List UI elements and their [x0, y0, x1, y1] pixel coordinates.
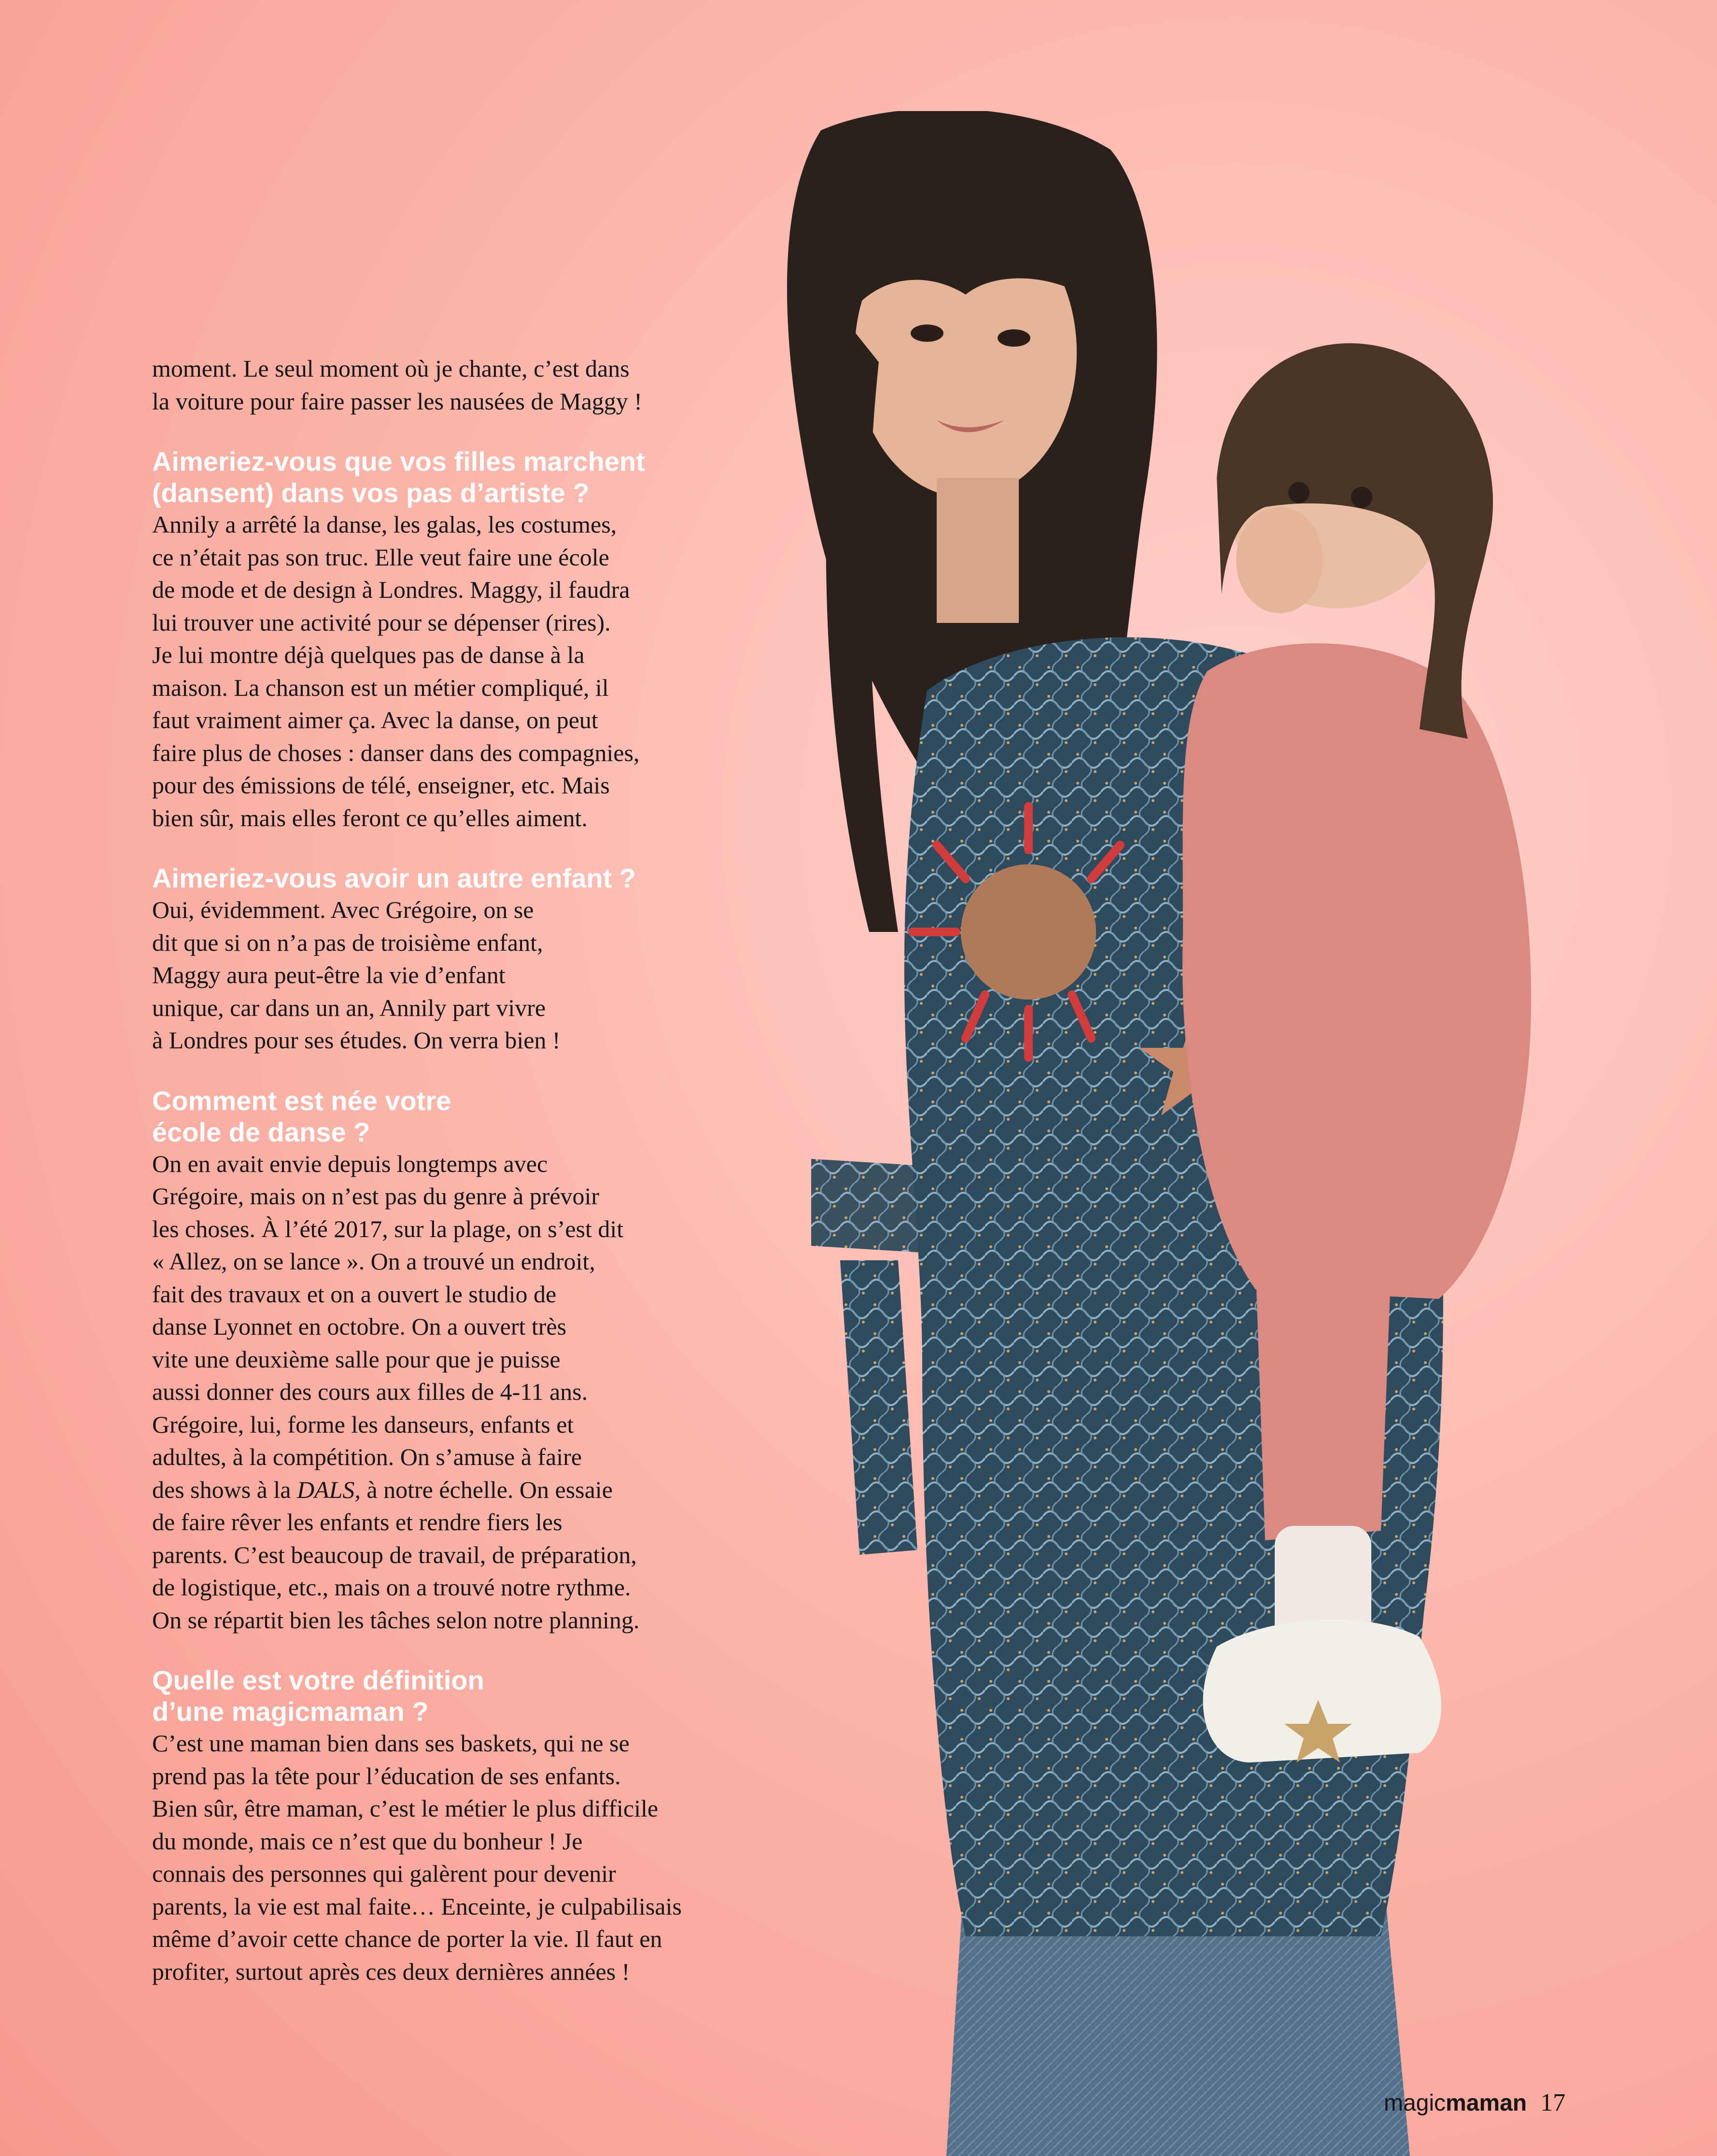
article-column — [152, 352, 760, 1988]
brand-logo-light: magic — [1384, 2090, 1446, 2116]
photo-illustration — [695, 111, 1661, 2156]
intro-line: moment. Le seul moment où je chante, c’est dans — [152, 355, 630, 382]
answer-paragraph: On en avait envie depuis longtemps avec Grégoire, mais on n’est pas du genre à prévoir les choses. À l’été 2017, sur la plage, on s’est dit « Allez, on se lance ». On a trouvé un endroit, fait des travaux et on a ouvert le studio de danse Lyonnet en octobre. On a ouvert très vite une deuxième salle pour que je puisse aussi donner des cours aux filles de 4-11 ans. Grégoire, lui, forme les danseurs, enfants et adultes, à la compétition. On s’amuse à faire des shows à la DALS, à notre échelle. On essaie de faire rêver les enfants et rendre fiers les parents. C’est beaucoup de travail, de préparation, de logistique, etc., mais on a trouvé notre rythme. On se répartit bien les tâches selon notre planning. — [152, 1150, 640, 1634]
page-number: 17 — [1540, 2089, 1566, 2116]
answer-paragraph: C’est une maman bien dans ses baskets, qui ne se prend pas la tête pour l’éducation de ses enfants. Bien sûr, être maman, c’est le métier le plus difficile du monde, mais ce n’est que du bonheur ! Je connais des personnes qui galèrent pour devenir parents, la vie est mal faite… Enceinte, je culpabilisais même d’avoir cette chance de porter la vie. Il faut en profiter, surtout après ces deux dernières années ! — [152, 1730, 682, 1985]
question-heading: Aimeriez-vous que vos filles marchent (dansent) dans vos pas d’artiste ? — [152, 446, 645, 508]
answer-paragraph: Annily a arrêté la danse, les galas, les costumes, ce n’était pas son truc. Elle veut faire une école de mode et de design à Londres. Maggy, il faudra lui trouver une activité pour se dépenser (rires). Je lui montre déjà quelques pas de danse à la maison. La chanson est un métier compliqué, il faut vraiment aimer ça. Avec la danse, on peut faire plus de choses : danser dans des compagnies, pour des émissions de télé, enseigner, etc. Mais bien sûr, mais elles feront ce qu’elles aiment. — [152, 511, 640, 831]
question-heading: Comment est née votre école de danse ? — [152, 1085, 451, 1147]
answer-paragraph: Oui, évidemment. Avec Grégoire, on se dit que si on n’a pas de troisième enfant, Maggy aura peut-être la vie d’enfant unique, car dans un an, Annily part vivre à Londres pour ses études. On verra bien ! — [152, 896, 561, 1054]
cover-photo — [695, 111, 1661, 2156]
page-footer — [1384, 2086, 1565, 2120]
brand-logo-bold: maman — [1446, 2090, 1527, 2116]
question-heading: Aimeriez-vous avoir un autre enfant ? — [152, 863, 636, 893]
intro-paragraph — [152, 352, 760, 418]
intro-line: la voiture pour faire passer les nausées de Maggy ! — [152, 387, 642, 415]
question-heading: Quelle est votre définition d’une magicmaman ? — [152, 1665, 484, 1727]
show-name: DALS, — [296, 1476, 361, 1503]
